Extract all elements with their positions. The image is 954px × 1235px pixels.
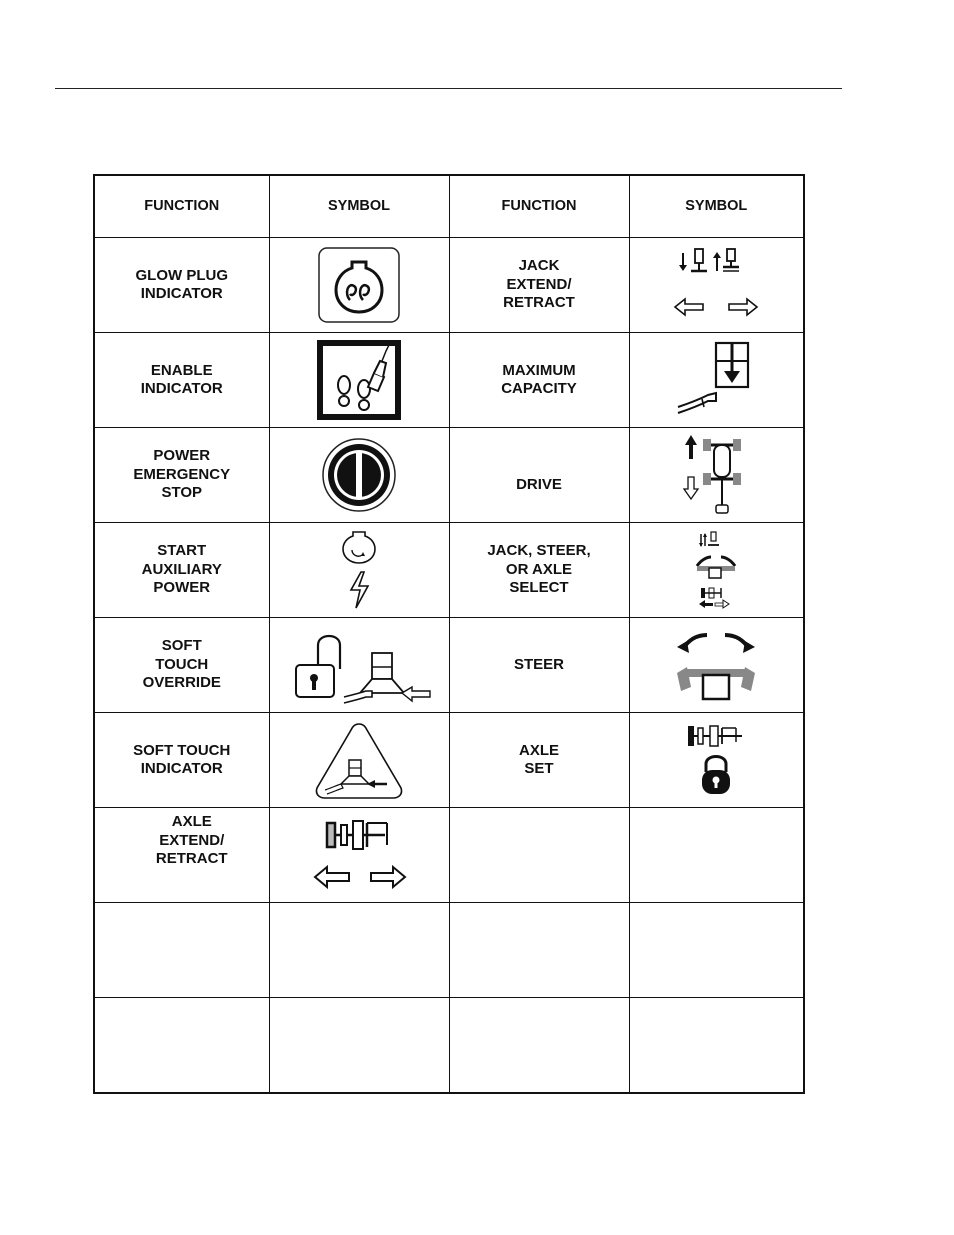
steer-icon xyxy=(671,625,761,705)
function-label: JACK, STEER, OR AXLE SELECT xyxy=(487,542,591,597)
function-cell xyxy=(94,808,269,903)
symbol-cell xyxy=(269,333,449,428)
function-cell xyxy=(449,523,629,618)
jack-extend-retract-icon xyxy=(671,245,761,325)
symbol-cell xyxy=(269,238,449,333)
header-symbol-1: SYMBOL xyxy=(269,175,449,238)
function-label: GLOW PLUG INDICATOR xyxy=(135,266,228,302)
function-label: STEER xyxy=(513,655,564,673)
table-row xyxy=(94,998,804,1094)
table-row xyxy=(94,903,804,998)
glow-plug-icon xyxy=(317,246,401,324)
function-cell xyxy=(94,523,269,618)
function-label: START AUXILIARY POWER xyxy=(141,542,222,597)
header-rule xyxy=(55,88,842,89)
symbol-cell xyxy=(629,998,804,1094)
symbol-cell xyxy=(629,238,804,333)
function-label: MAXIMUM CAPACITY xyxy=(501,361,577,397)
foot-pedal-enable-icon xyxy=(316,339,402,421)
symbol-cell xyxy=(269,903,449,998)
table-row xyxy=(94,523,804,618)
jack-steer-axle-select-icon xyxy=(691,528,741,612)
symbol-cell xyxy=(629,333,804,428)
emergency-stop-icon xyxy=(319,435,399,515)
symbol-cell xyxy=(269,713,449,808)
function-cell xyxy=(94,333,269,428)
function-label: SOFT TOUCH INDICATOR xyxy=(133,741,231,777)
function-cell xyxy=(94,903,269,998)
axle-set-icon xyxy=(686,720,746,800)
axle-extend-retract-icon xyxy=(309,813,409,897)
symbol-cell xyxy=(629,713,804,808)
table-row xyxy=(94,333,804,428)
function-cell xyxy=(449,333,629,428)
symbol-cell xyxy=(269,428,449,523)
symbol-cell xyxy=(269,998,449,1094)
symbol-table xyxy=(93,174,805,1094)
symbol-cell xyxy=(269,523,449,618)
header-symbol-2: SYMBOL xyxy=(629,175,804,238)
table-row xyxy=(94,808,804,903)
soft-touch-override-icon xyxy=(284,625,434,705)
table-header-row xyxy=(94,175,804,238)
function-label: SOFT TOUCH OVERRIDE xyxy=(142,637,221,692)
function-cell xyxy=(94,238,269,333)
table-row xyxy=(94,428,804,523)
start-auxiliary-power-icon xyxy=(339,528,379,612)
function-label: DRIVE xyxy=(516,475,562,493)
symbol-cell xyxy=(629,618,804,713)
function-cell xyxy=(94,618,269,713)
function-cell xyxy=(449,998,629,1094)
soft-touch-indicator-icon xyxy=(311,720,407,800)
function-label: ENABLE INDICATOR xyxy=(140,361,223,397)
header-function-2: FUNCTION xyxy=(449,175,629,238)
function-cell xyxy=(449,618,629,713)
symbol-cell xyxy=(629,428,804,523)
function-label: JACK EXTEND/ RETRACT xyxy=(503,257,575,312)
maximum-capacity-icon xyxy=(674,337,758,423)
function-cell xyxy=(449,903,629,998)
function-cell xyxy=(449,428,629,523)
function-cell xyxy=(94,428,269,523)
symbol-cell xyxy=(269,618,449,713)
function-label: POWER EMERGENCY STOP xyxy=(133,447,231,502)
table-row xyxy=(94,238,804,333)
table-row xyxy=(94,713,804,808)
symbol-cell xyxy=(629,808,804,903)
symbol-cell xyxy=(629,903,804,998)
function-cell xyxy=(449,713,629,808)
header-function-1: FUNCTION xyxy=(94,175,269,238)
drive-icon xyxy=(681,433,751,517)
function-label: AXLE SET xyxy=(518,741,559,777)
symbol-cell xyxy=(269,808,449,903)
function-label: AXLE EXTEND/ RETRACT xyxy=(155,813,228,868)
table-row xyxy=(94,618,804,713)
function-cell xyxy=(94,713,269,808)
function-cell xyxy=(449,808,629,903)
function-cell xyxy=(449,238,629,333)
symbol-cell xyxy=(629,523,804,618)
function-cell xyxy=(94,998,269,1094)
